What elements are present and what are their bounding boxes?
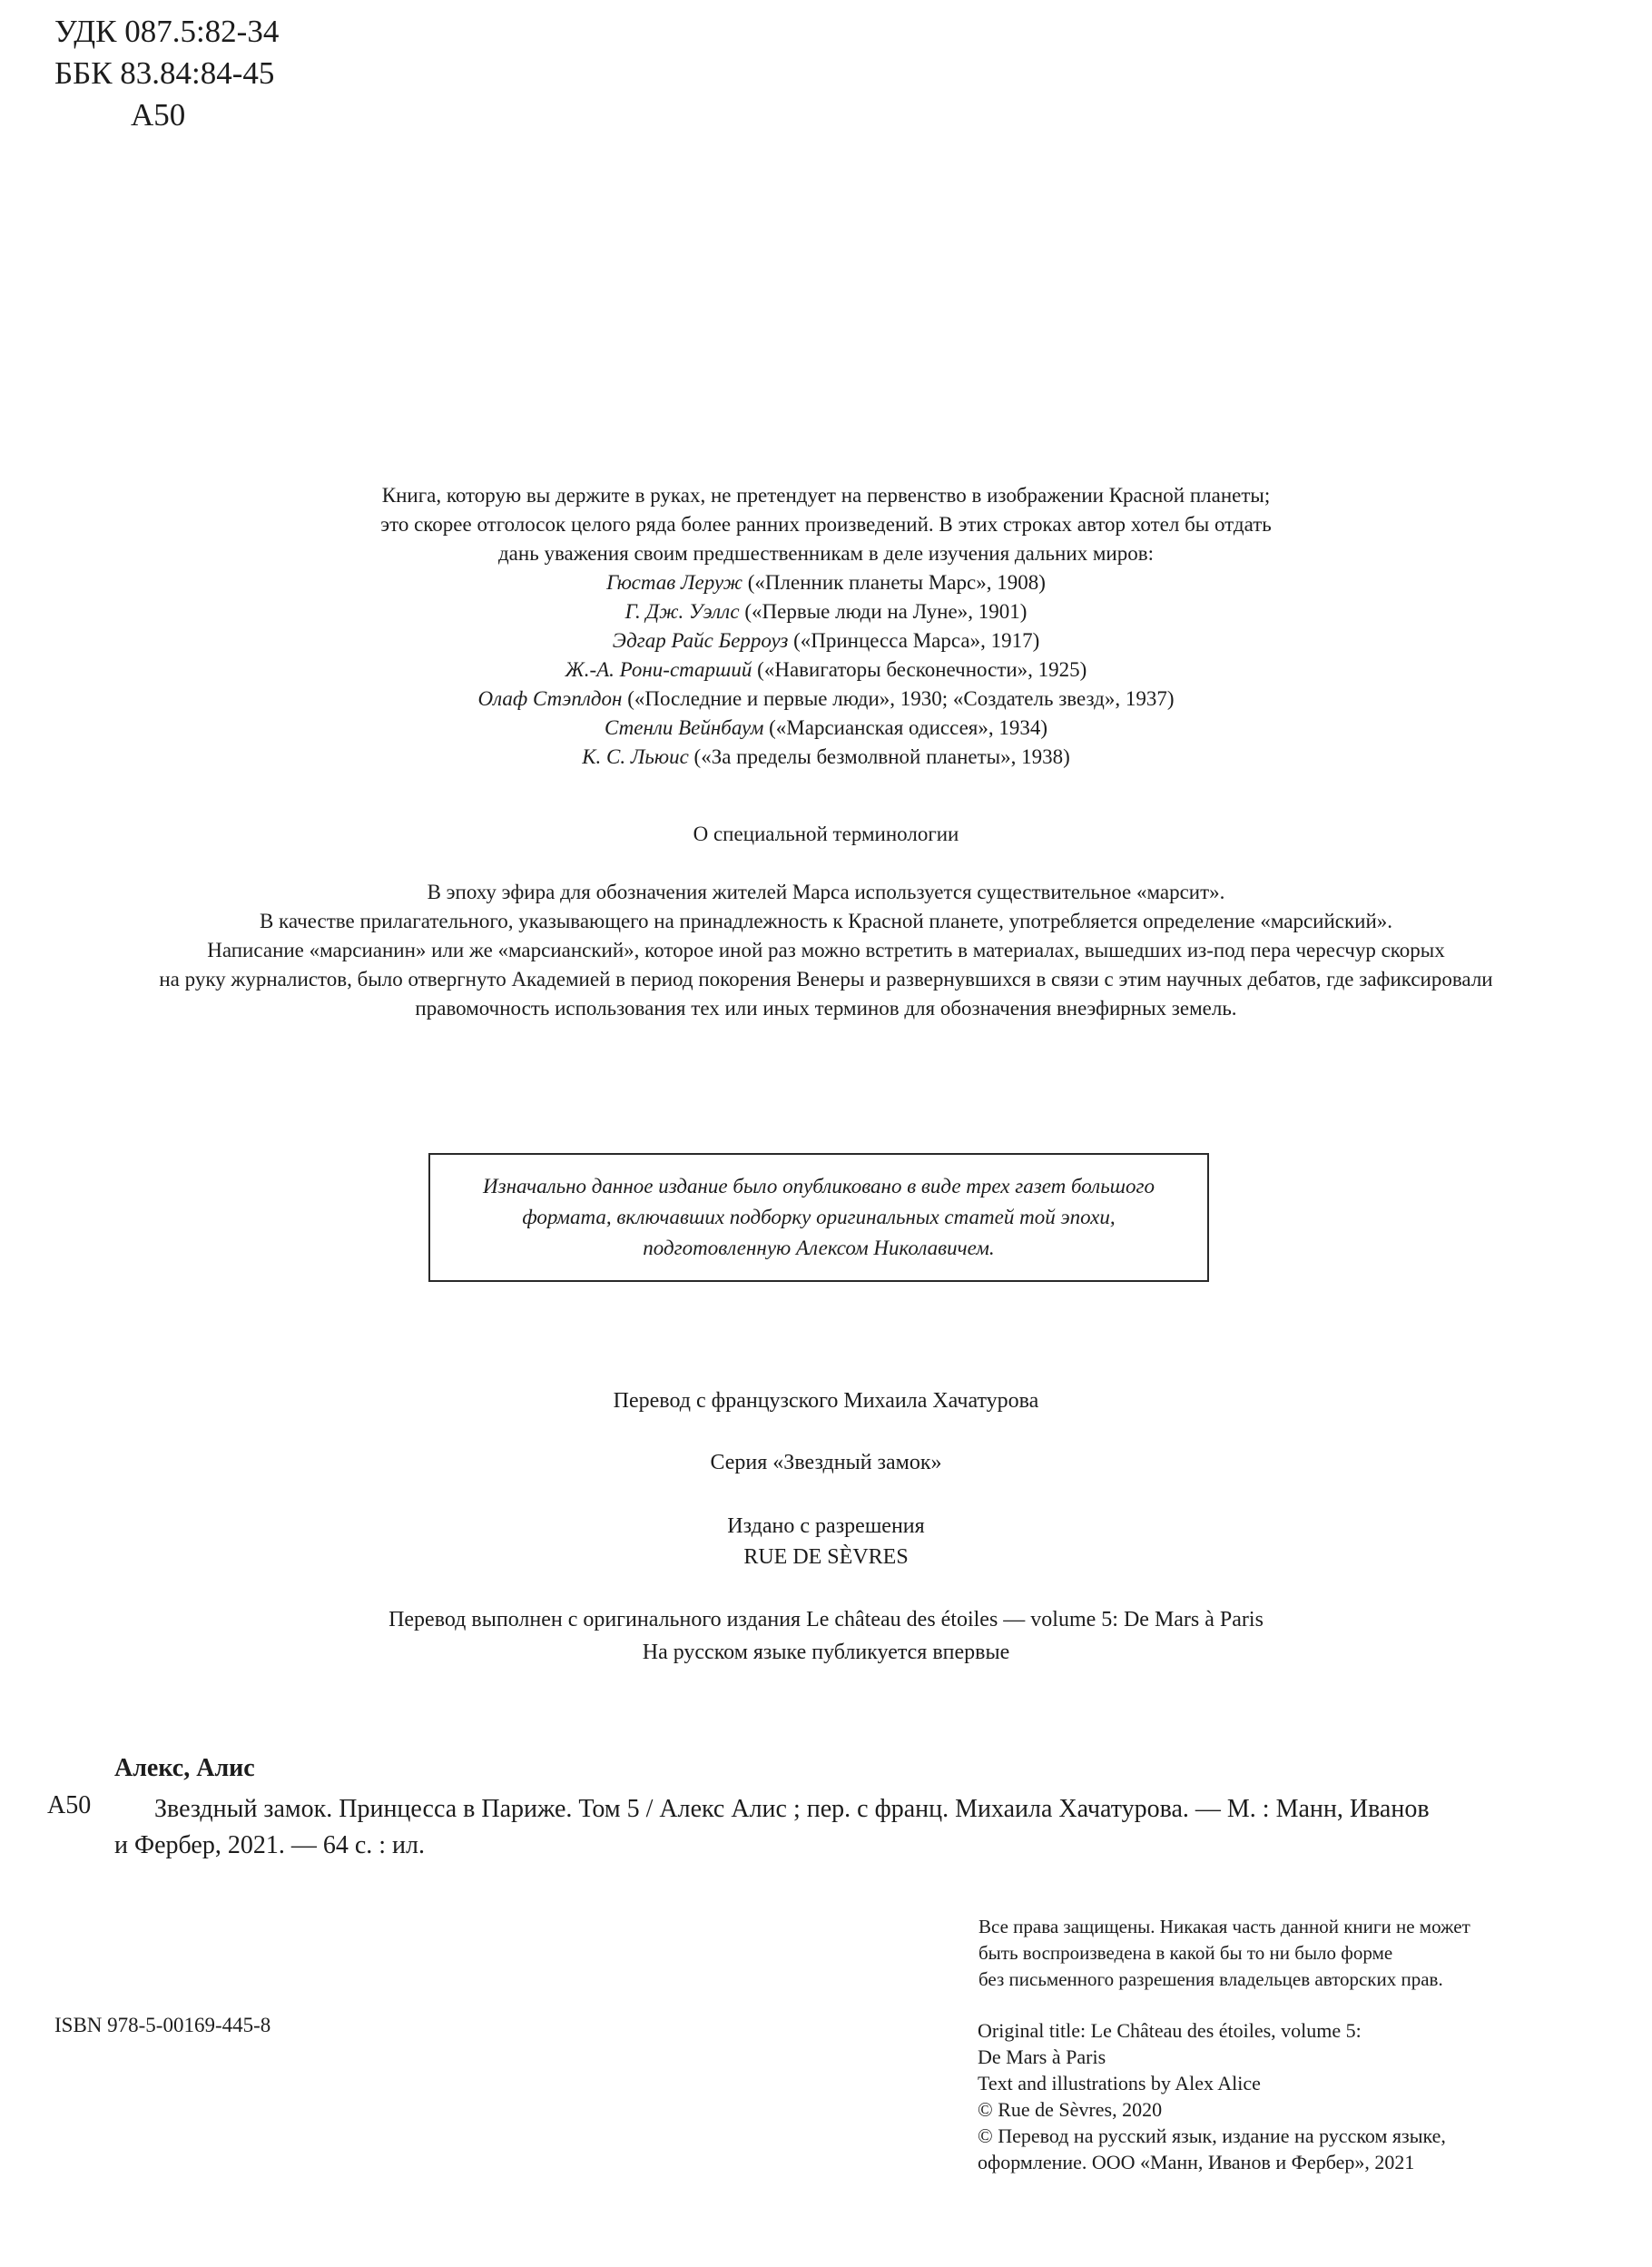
precursor-author: Гюстав Леруж — [606, 571, 742, 594]
publication-permission — [0, 1511, 1652, 1572]
copyright-line: De Mars à Paris — [978, 2045, 1106, 2068]
precursor-title: («Последние и первые люди», 1930; «Создатель звезд», 1937) — [622, 687, 1175, 710]
precursor-work — [0, 685, 1652, 714]
terminology-line: правомочность использования тех или иных терминов для обозначения внеэфирных земель. — [415, 997, 1237, 1020]
bibliography-author: Алекс, Алис — [114, 1754, 255, 1782]
precursor-title: («Навигаторы бесконечности», 1925) — [752, 658, 1087, 681]
translator-credit: Перевод с французского Михаила Хачатурова — [613, 1389, 1039, 1413]
intro-line: дань уважения своим предшественникам в деле изучения дальних миров: — [497, 542, 1154, 565]
intro-dedication — [0, 481, 1652, 772]
precursor-author: Олаф Стэплдон — [477, 687, 623, 710]
copyright-line: Text and illustrations by Alex Alice — [978, 2072, 1261, 2095]
publisher-name: RUE DE SÈVRES — [743, 1545, 909, 1569]
precursor-work — [0, 626, 1652, 655]
intro-line: Книга, которую вы держите в руках, не претендует на первенство в изображении Красной планеты; — [381, 484, 1271, 507]
series-name: Серия «Звездный замок» — [710, 1451, 942, 1474]
precursor-author: Стенли Вейнбаум — [604, 716, 764, 739]
edition-note-line: формата, включавших подборку оригинальных статей той эпохи, — [522, 1206, 1116, 1228]
terminology-line: В качестве прилагательного, указывающего на принадлежность к Красной планете, употребляется определение «марсийский». — [259, 910, 1393, 932]
precursor-author: Г. Дж. Уэллс — [624, 600, 740, 623]
rights-notice — [978, 1914, 1470, 1993]
copyright-line: Original title: Le Château des étoiles, volume 5: — [978, 2019, 1362, 2042]
original-edition — [0, 1603, 1652, 1669]
precursor-work — [0, 714, 1652, 743]
bibliography-record — [114, 1791, 1588, 1864]
bibliography-code: А50 — [47, 1791, 92, 1819]
terminology-title: О специальной терминологии — [693, 823, 959, 845]
isbn: ISBN 978-5-00169-445-8 — [54, 2014, 271, 2036]
edition-note-line: подготовленную Алексом Николавичем. — [643, 1237, 995, 1259]
original-edition-line: Перевод выполнен с оригинального издания Le château des étoiles — volume 5: De Mars à Paris — [388, 1608, 1264, 1631]
precursor-title: («Пленник планеты Марс», 1908) — [742, 571, 1046, 594]
precursor-work — [0, 743, 1652, 772]
udk-code: УДК 087.5:82-34 — [54, 14, 280, 49]
bbk-code: ББК 83.84:84-45 — [54, 55, 275, 91]
copyright-line: © Rue de Sèvres, 2020 — [978, 2098, 1163, 2121]
original-copyright — [978, 2017, 1446, 2175]
precursor-title: («Марсианская одиссея», 1934) — [763, 716, 1048, 739]
precursor-work — [0, 655, 1652, 685]
first-publication-note: На русском языке публикуется впервые — [642, 1641, 1010, 1664]
precursor-title: («Принцесса Марса», 1917) — [788, 629, 1040, 652]
terminology-line: В эпоху эфира для обозначения жителей Марса используется существительное «марсит». — [427, 881, 1225, 903]
author-code: А50 — [131, 97, 186, 133]
precursor-title: («За пределы безмолвной планеты», 1938) — [688, 745, 1070, 768]
rights-line: без письменного разрешения владельцев авторских прав. — [978, 1968, 1443, 1990]
precursor-title: («Первые люди на Луне», 1901) — [739, 600, 1028, 623]
intro-line: это скорее отголосок целого ряда более ранних произведений. В этих строках автор хотел бы отдать — [380, 513, 1272, 536]
classification-codes — [54, 11, 279, 136]
terminology-text — [0, 878, 1652, 1023]
precursor-work — [0, 568, 1652, 597]
terminology-line: на руку журналистов, было отвергнуто Академией в период покорения Венеры и развернувшихся в связи с этим научных дебатов, где зафиксировали — [159, 968, 1493, 991]
permission-line: Издано с разрешения — [727, 1514, 925, 1538]
terminology-line: Написание «марсианин» или же «марсианский», которое иной раз можно встретить в материалах, вышедших из-под пера чересчур скорых — [207, 939, 1445, 961]
bibliography-line: Звездный замок. Принцесса в Париже. Том 5 / Алекс Алис ; пер. с франц. Михаила Хачатурова. — М. : Манн, Иванов — [154, 1795, 1430, 1823]
bibliography-line: и Фербер, 2021. — 64 с. : ил. — [114, 1831, 426, 1859]
precursor-work — [0, 597, 1652, 626]
precursor-author: Эдгар Райс Берроуз — [612, 629, 789, 652]
rights-line: быть воспроизведена в какой бы то ни было форме — [978, 1942, 1393, 1964]
precursor-author: К. С. Льюис — [582, 745, 689, 768]
copyright-line: оформление. ООО «Манн, Иванов и Фербер», 2021 — [978, 2151, 1415, 2173]
edition-note-frame — [428, 1153, 1209, 1282]
copyright-line: © Перевод на русский язык, издание на русском языке, — [978, 2124, 1446, 2147]
edition-note-line: Изначально данное издание было опубликовано в виде трех газет большого — [482, 1175, 1155, 1198]
rights-line: Все права защищены. Никакая часть данной книги не может — [978, 1916, 1470, 1937]
precursor-author: Ж.-А. Рони-старший — [565, 658, 752, 681]
